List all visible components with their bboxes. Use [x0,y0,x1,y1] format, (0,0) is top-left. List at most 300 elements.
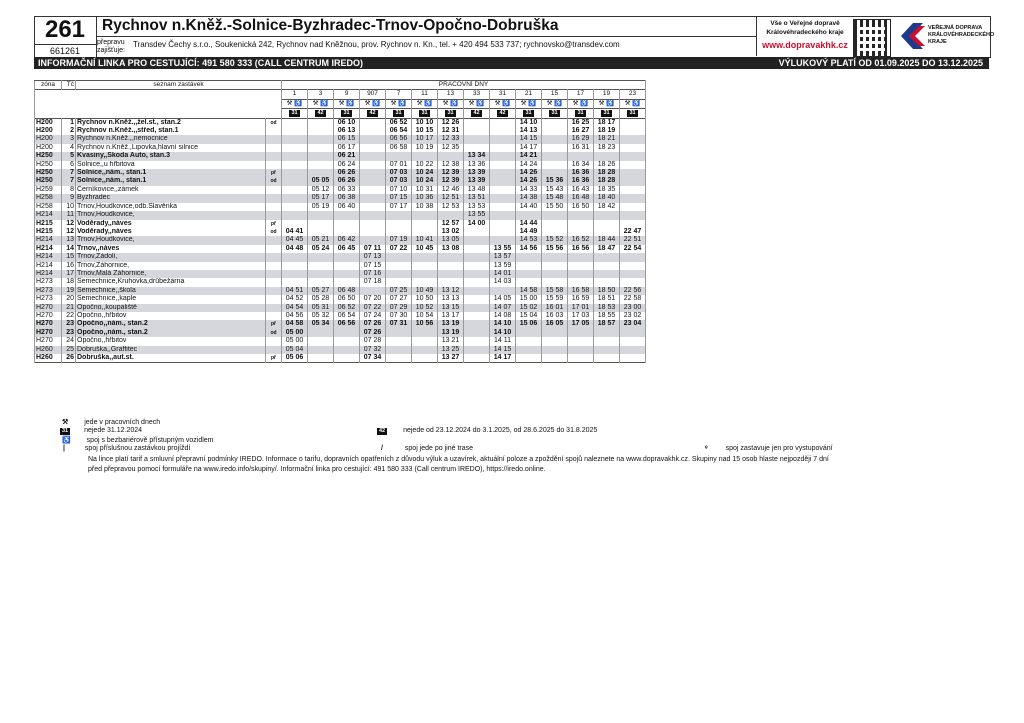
trip-number: 7 [386,90,412,99]
legend-item-31: 31 nejede 31.12.2024 [62,427,143,434]
arr-dep-mark: př [266,354,282,363]
stop-name: Rychnov n.Kněž.,,střed, stan.1 [76,127,266,135]
departure-time [594,270,620,278]
departure-time [620,211,646,219]
departure-time: 15 02 [516,304,542,312]
stop-name: Solnice,,u hřbitova [76,161,266,169]
departure-time [412,253,438,261]
departure-time: 06 58 [386,144,412,152]
departure-time [308,270,334,278]
stop-number: 8 [62,186,76,194]
stop-zone: H250 [35,161,62,169]
departure-time: 14 13 [516,127,542,135]
departure-time [490,127,516,135]
departure-time: 06 48 [334,287,360,295]
departure-time: 05 00 [282,337,308,345]
stop-number: 7 [62,169,76,177]
stop-number: 13 [62,236,76,244]
departure-time: 18 19 [594,127,620,135]
stop-zone: H273 [35,287,62,295]
departure-time: 18 51 [594,295,620,303]
departure-time [464,287,490,295]
table-row [35,287,646,295]
departure-time: 04 56 [282,312,308,320]
departure-time: 13 25 [438,346,464,354]
departure-time: 10 15 [412,127,438,135]
stop-name: Opočno,,hřbitov [76,337,266,345]
departure-time: 12 33 [438,135,464,143]
departure-time: 10 49 [412,287,438,295]
departure-time [620,253,646,261]
departure-time [282,253,308,261]
departure-time [516,262,542,270]
departure-time: 16 34 [568,161,594,169]
departure-time: 16 59 [568,295,594,303]
departure-time [282,135,308,143]
departure-time: 07 19 [386,236,412,244]
arr-dep-mark [266,211,282,219]
departure-time [282,262,308,270]
departure-time [360,118,386,127]
departure-time: 17 01 [568,304,594,312]
stop-name: Opočno,,nám., stan.2 [76,320,266,328]
departure-time [360,203,386,211]
departure-time [386,220,412,228]
departure-time [542,118,568,127]
departure-time: 16 25 [568,118,594,127]
departure-time: 07 27 [386,295,412,303]
stop-number: 21 [62,304,76,312]
departure-time [568,262,594,270]
departure-time: 10 41 [412,236,438,244]
departure-time [516,211,542,219]
departure-time: 13 48 [464,186,490,194]
departure-time [542,228,568,236]
departure-time: 04 48 [282,245,308,253]
departure-time [490,211,516,219]
trip-number: 11 [412,90,438,99]
arr-dep-mark [266,262,282,270]
departure-time: 18 57 [594,320,620,328]
departure-time [464,228,490,236]
legend-item-passes: | spoj příslušnou zastávkou projíždí [63,445,191,452]
departure-time [438,262,464,270]
departure-time [412,354,438,363]
departure-time [620,220,646,228]
departure-time: 06 38 [334,194,360,202]
departure-time: 17 05 [568,320,594,328]
departure-time [594,253,620,261]
departure-time: 18 53 [594,304,620,312]
trip-symbols: ⚒ ♿ [464,99,490,108]
departure-time: 13 39 [464,177,490,185]
departure-time: 12 57 [438,220,464,228]
arr-dep-mark [266,245,282,253]
departure-time [516,346,542,354]
table-row [35,329,646,337]
departure-time: 10 56 [412,320,438,328]
stop-name: Trnov,Houdkovice, [76,211,266,219]
departure-time: 05 34 [308,320,334,328]
arr-dep-mark [266,186,282,194]
trip-badge-cell [620,109,646,118]
trip-number: 19 [594,90,620,99]
departure-time: 16 31 [568,144,594,152]
departure-time: 07 13 [360,253,386,261]
departure-time: 06 54 [386,127,412,135]
departure-time [542,262,568,270]
col-stops: seznam zastávek [76,81,282,90]
departure-time: 10 50 [412,295,438,303]
departure-time: 16 27 [568,127,594,135]
departure-time [542,346,568,354]
stop-name: Trnov,Houdkovice,odb.Slavěnka [76,203,266,211]
departure-time [516,337,542,345]
departure-time [490,203,516,211]
table-row [35,236,646,244]
arr-dep-mark [266,161,282,169]
departure-time: 14 08 [490,312,516,320]
departure-time: 15 52 [542,236,568,244]
arr-dep-mark: př [266,169,282,177]
trip-number: 17 [568,90,594,99]
line-number: 261 [34,16,97,44]
departure-time: 18 23 [594,144,620,152]
departure-time [594,354,620,363]
departure-time: 06 42 [334,236,360,244]
trip-badge-cell [282,109,308,118]
departure-time: 18 21 [594,135,620,143]
info-line: INFORMAČNÍ LINKA PRO CESTUJÍCÍ: 491 580 333 (CALL CENTRUM IREDO) [38,58,364,68]
departure-time: 13 12 [438,287,464,295]
departure-time [386,211,412,219]
arr-dep-mark [266,346,282,354]
table-row [35,144,646,152]
departure-time: 15 06 [516,320,542,328]
departure-time: 06 40 [334,203,360,211]
departure-time [620,144,646,152]
legend-item-42: 42 nejede od 23.12.2024 do 3.1.2025, od 28.6.2025 do 31.8.2025 [379,427,598,434]
departure-time [568,329,594,337]
departure-time [464,127,490,135]
stop-number: 9 [62,194,76,202]
departure-time [282,278,308,286]
departure-time [412,152,438,160]
departure-time [620,186,646,194]
departure-time [464,135,490,143]
departure-time [490,135,516,143]
departure-time [308,253,334,261]
badge-42: 42 [379,428,386,434]
departure-time: 14 03 [490,278,516,286]
kraj-logo-icon [899,20,925,52]
departure-time: 06 52 [334,304,360,312]
trip-symbols: ⚒ ♿ [438,99,464,108]
departure-time: 05 05 [308,177,334,185]
arr-dep-mark [266,194,282,202]
trip-badge-cell [334,109,360,118]
departure-time: 22 56 [620,287,646,295]
stop-zone: H214 [35,236,62,244]
table-row [35,169,646,177]
arr-dep-mark: př [266,220,282,228]
departure-time: 07 03 [386,177,412,185]
departure-time [542,253,568,261]
stop-name: Opočno,,hřbitov [76,312,266,320]
departure-time [308,337,334,345]
departure-time: 16 01 [542,304,568,312]
departure-time [464,346,490,354]
stop-name: Opočno,,nám., stan.2 [76,329,266,337]
stop-number: 24 [62,337,76,345]
departure-time: 10 19 [412,144,438,152]
departure-time: 07 15 [360,262,386,270]
trip-symbols: ⚒ ♿ [516,99,542,108]
departure-time [334,253,360,261]
departure-time [412,329,438,337]
departure-time: 05 00 [282,329,308,337]
departure-time: 07 22 [386,245,412,253]
trip-badge: 31 [525,110,532,117]
departure-time [542,211,568,219]
trip-badge-cell [438,109,464,118]
departure-time [438,270,464,278]
departure-time: 13 39 [464,169,490,177]
departure-time: 22 58 [620,295,646,303]
departure-time: 13 55 [490,245,516,253]
departure-time [490,177,516,185]
departure-time [386,278,412,286]
departure-time: 10 36 [412,194,438,202]
departure-time: 15 58 [542,287,568,295]
qr-code-pattern [857,23,885,51]
trip-number-row [35,90,646,99]
trip-number: 13 [438,90,464,99]
arr-dep-mark: od [266,177,282,185]
departure-time: 14 58 [516,287,542,295]
departure-time [386,270,412,278]
departure-time [360,127,386,135]
departure-time: 13 34 [464,152,490,160]
departure-time [438,253,464,261]
departure-time: 18 28 [594,169,620,177]
departure-time: 07 11 [360,245,386,253]
departure-time [620,270,646,278]
timetable [34,80,646,363]
info-heading: Vše o Veřejné dopravě Královéhradeckého kraje [766,20,844,36]
departure-time [308,127,334,135]
stop-number: 4 [62,144,76,152]
departure-time: 12 31 [438,127,464,135]
trip-symbols: ⚒ ♿ [490,99,516,108]
stop-name: Černíkovice,,zámek [76,186,266,194]
departure-time [568,354,594,363]
departure-time: 06 54 [334,312,360,320]
trip-badge: 42 [499,110,506,117]
departure-time [490,228,516,236]
departure-time [412,220,438,228]
table-row [35,320,646,328]
departure-time: 16 29 [568,135,594,143]
departure-time [516,278,542,286]
departure-time [360,211,386,219]
departure-time: 04 45 [282,236,308,244]
departure-time [594,152,620,160]
departure-time: 07 26 [360,320,386,328]
departure-time: 23 04 [620,320,646,328]
departure-time [542,329,568,337]
stop-name: Rychnov n.Kněž.,Lipovka,hlavní silnice [76,144,266,152]
departure-time: 15 43 [542,186,568,194]
trip-badge: 31 [603,110,610,117]
departure-time [464,144,490,152]
departure-time: 13 27 [438,354,464,363]
departure-time [568,278,594,286]
table-row [35,337,646,345]
stop-number: 5 [62,152,76,160]
trip-symbols: ⚒ ♿ [568,99,594,108]
stop-name: Voděrady,,náves [76,220,266,228]
departure-time: 06 21 [334,152,360,160]
departure-time [568,211,594,219]
header-vertical-divider [756,16,757,56]
departure-time: 14 26 [516,177,542,185]
departure-time [620,152,646,160]
departure-time: 07 03 [386,169,412,177]
legend-item-wheelchair: ♿ spoj s bezbariérově přístupným vozidlem [62,437,214,444]
departure-time: 05 32 [308,312,334,320]
departure-time: 13 53 [464,203,490,211]
stop-number: 23 [62,329,76,337]
stop-zone: H273 [35,295,62,303]
departure-time [490,220,516,228]
trip-badge: 31 [551,110,558,117]
arr-dep-mark [266,337,282,345]
departure-time: 18 42 [594,203,620,211]
departure-time: 13 51 [464,194,490,202]
trip-badge-cell [464,109,490,118]
departure-time: 05 19 [308,203,334,211]
trip-symbols: ⚒ ♿ [282,99,308,108]
departure-time [282,169,308,177]
logo-text: VEŘEJNÁ DOPRAVA KRÁLOVÉHRADECKÉHO KRAJE [928,25,995,45]
departure-time: 06 56 [386,135,412,143]
departure-time: 07 34 [360,354,386,363]
departure-time: 12 39 [438,177,464,185]
stop-number: 18 [62,278,76,286]
departure-time [490,161,516,169]
departure-time: 18 17 [594,118,620,127]
stop-zone: H215 [35,220,62,228]
trip-badge-cell [568,109,594,118]
trip-badge: 31 [395,110,402,117]
departure-time: 13 08 [438,245,464,253]
departure-time: 14 38 [516,194,542,202]
trip-badge-cell [308,109,334,118]
departure-time [386,228,412,236]
website-link[interactable]: www.dopravakhk.cz [762,40,848,50]
departure-time: 22 54 [620,245,646,253]
departure-time [386,354,412,363]
departure-time [282,144,308,152]
departure-time [308,262,334,270]
stop-zone: H260 [35,346,62,354]
departure-time [542,161,568,169]
departure-time [542,169,568,177]
stop-zone: H214 [35,245,62,253]
departure-time [542,220,568,228]
departure-time: 13 05 [438,236,464,244]
departure-time: 07 29 [386,304,412,312]
departure-time [490,169,516,177]
trip-symbols: ⚒ ♿ [360,99,386,108]
departure-time [334,262,360,270]
departure-time [620,346,646,354]
stop-name: Trnov,Záhornice, [76,262,266,270]
departure-time [360,186,386,194]
table-row [35,161,646,169]
departure-time: 12 53 [438,203,464,211]
departure-time [308,278,334,286]
departure-time: 16 36 [568,169,594,177]
hammer-icon: ⚒ [62,419,69,426]
departure-time [542,135,568,143]
departure-time: 07 10 [386,186,412,194]
stop-number: 26 [62,354,76,363]
departure-time: 04 52 [282,295,308,303]
table-row [35,118,646,127]
departure-time [308,169,334,177]
table-row [35,228,646,236]
departure-time [412,228,438,236]
table-row [35,135,646,143]
departure-time [620,135,646,143]
departure-time [620,278,646,286]
departure-time: 05 24 [308,245,334,253]
table-row [35,245,646,253]
validity: VÝLUKOVÝ PLATÍ OD 01.09.2025 DO 13.12.2025 [778,58,983,68]
departure-time: 13 17 [438,312,464,320]
departure-time [516,354,542,363]
departure-time [308,354,334,363]
departure-time: 12 46 [438,186,464,194]
departure-time [386,329,412,337]
table-row [35,211,646,219]
departure-time: 14 40 [516,203,542,211]
departure-time: 18 47 [594,245,620,253]
departure-time: 07 25 [386,287,412,295]
departure-time [360,169,386,177]
stop-name: Byzhradec [76,194,266,202]
legend-item-alight-only: ᵉ spoj zastavuje jen pro vystupování [705,445,833,452]
trip-badge: 31 [421,110,428,117]
departure-time [620,161,646,169]
departure-time: 18 28 [594,177,620,185]
stop-zone: H258 [35,194,62,202]
departure-time [568,220,594,228]
departure-time: 13 36 [464,161,490,169]
trip-badge-cell [386,109,412,118]
stop-number: 6 [62,161,76,169]
stop-name: Semechnice,,škola [76,287,266,295]
stop-number: 23 [62,320,76,328]
trip-symbols: ⚒ ♿ [620,99,646,108]
stop-name: Semechnice,Kruhovka,drůbežárna [76,278,266,286]
departure-time [334,329,360,337]
wheelchair-icon: ♿ [62,437,71,444]
table-row [35,194,646,202]
stop-zone: H214 [35,270,62,278]
